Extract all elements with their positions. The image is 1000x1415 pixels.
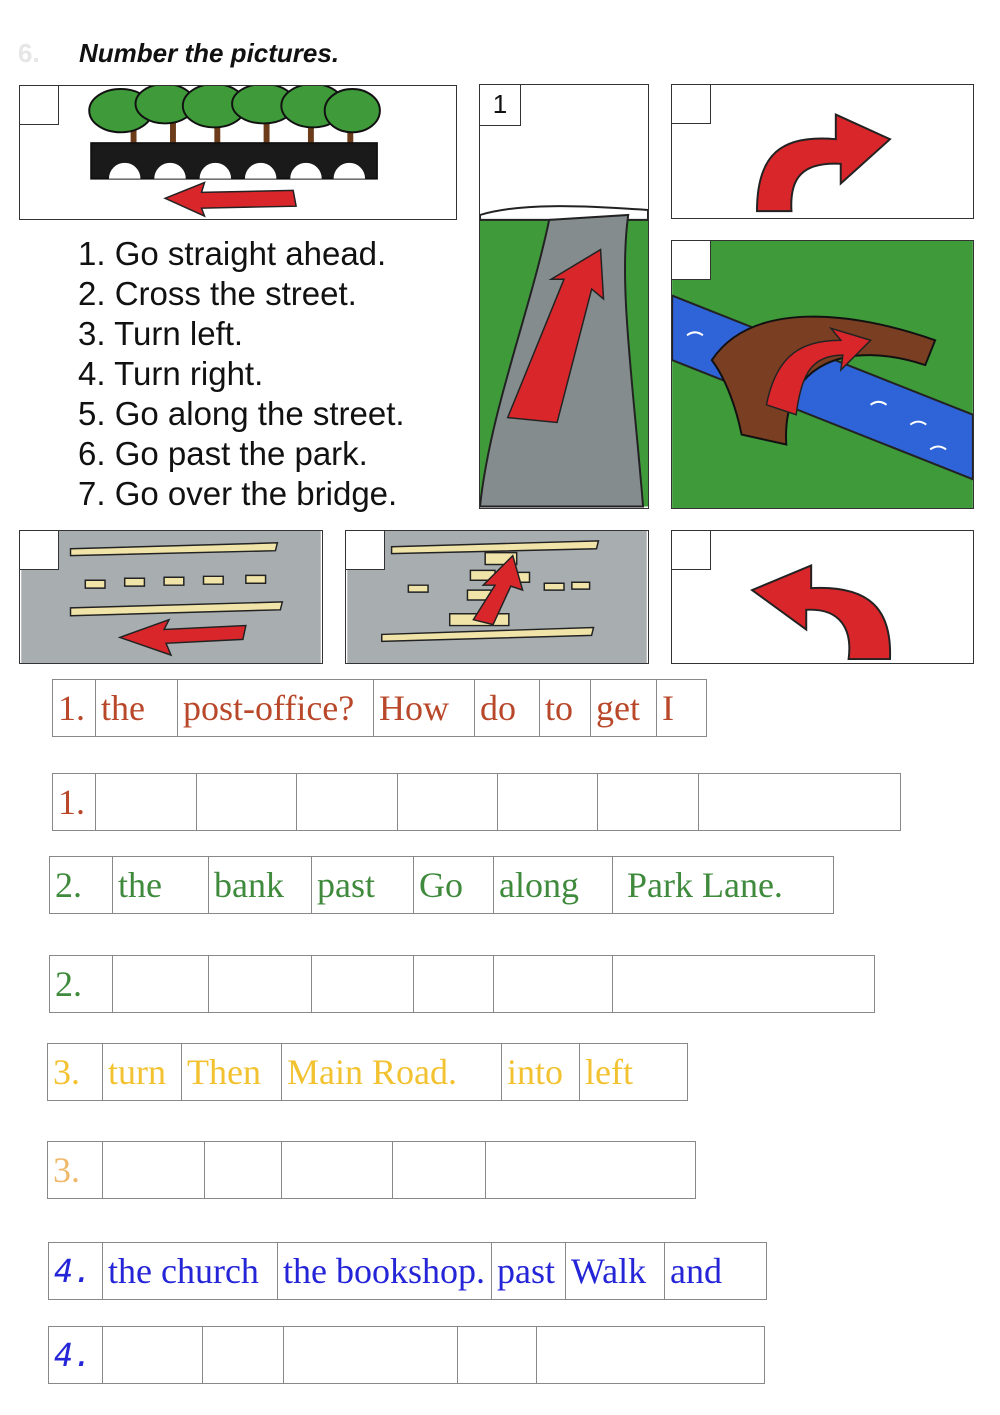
word-tile[interactable]: post-office? <box>177 679 374 737</box>
answer-slot[interactable] <box>283 1326 458 1384</box>
picture-go-over-bridge <box>671 240 974 509</box>
picture-go-straight-ahead <box>479 84 649 509</box>
sentence-3-number: 3. <box>47 1043 103 1101</box>
bridge-illustration <box>672 241 973 508</box>
word-tile[interactable]: the <box>95 679 178 737</box>
instruction-item: 3. Turn left. <box>78 315 244 352</box>
word-tile[interactable]: along <box>493 856 613 914</box>
word-tile[interactable]: turn <box>102 1043 182 1101</box>
answer-slot[interactable] <box>597 773 699 831</box>
instruction-item: 1. Go straight ahead. <box>78 235 387 272</box>
answer-slot[interactable] <box>413 955 494 1013</box>
answer-slot[interactable] <box>497 773 598 831</box>
word-tile[interactable]: Park Lane. <box>612 856 834 914</box>
sentence-2-words <box>49 856 834 914</box>
word-tile[interactable]: left <box>579 1043 688 1101</box>
word-tile[interactable]: How <box>373 679 475 737</box>
answer-slot[interactable] <box>457 1326 537 1384</box>
street-cross-illustration <box>346 531 648 663</box>
word-tile[interactable]: get <box>590 679 657 737</box>
sentence-1-number: 1. <box>52 679 96 737</box>
answer-slot[interactable] <box>311 955 414 1013</box>
sentence-3-answer <box>47 1141 696 1199</box>
answer-slot[interactable] <box>102 1141 205 1199</box>
sentence-1-words <box>52 679 707 737</box>
answer-row-label: 1. <box>52 773 96 831</box>
sentence-4-answer <box>48 1326 765 1384</box>
park-fence <box>91 143 377 178</box>
answer-slot[interactable] <box>392 1141 486 1199</box>
word-tile[interactable]: to <box>539 679 591 737</box>
answer-slot[interactable] <box>204 1141 282 1199</box>
answer-slot[interactable] <box>485 1141 696 1199</box>
answer-slot[interactable] <box>493 955 613 1013</box>
word-tile[interactable]: past <box>311 856 414 914</box>
instruction-item: 2. Cross the street. <box>78 275 357 312</box>
instruction-item: 6. Go past the park. <box>78 435 368 472</box>
answer-slot[interactable] <box>208 955 312 1013</box>
turn-right-illustration <box>672 85 973 218</box>
arrow-curve-right <box>757 115 890 212</box>
answer-slot[interactable] <box>296 773 398 831</box>
street-along-illustration <box>20 531 322 663</box>
answer-slot[interactable] <box>698 773 901 831</box>
word-tile[interactable]: past <box>491 1242 566 1300</box>
word-tile[interactable]: Go <box>413 856 494 914</box>
sentence-1-answer <box>52 773 901 831</box>
answer-slot[interactable] <box>202 1326 284 1384</box>
sentence-2-number: 2. <box>49 856 113 914</box>
answer-box-along-street[interactable] <box>19 530 59 570</box>
word-tile[interactable]: and <box>664 1242 767 1300</box>
word-tile[interactable]: the bookshop. <box>277 1242 492 1300</box>
answer-slot[interactable] <box>281 1141 393 1199</box>
answer-box-turn-left[interactable] <box>671 530 711 570</box>
word-tile[interactable]: I <box>656 679 707 737</box>
word-tile[interactable]: bank <box>208 856 312 914</box>
answer-slot[interactable] <box>397 773 498 831</box>
word-tile[interactable]: Main Road. <box>281 1043 502 1101</box>
word-tile[interactable]: do <box>474 679 540 737</box>
answer-row-label: 4. <box>48 1326 103 1384</box>
picture-cross-street <box>345 530 649 664</box>
word-tile[interactable]: Then <box>181 1043 282 1101</box>
answer-slot[interactable] <box>196 773 297 831</box>
answer-slot[interactable] <box>612 955 875 1013</box>
word-tile[interactable]: into <box>501 1043 580 1101</box>
straight-road-illustration <box>480 85 648 508</box>
sentence-4-number: 4. <box>48 1242 103 1300</box>
word-tile[interactable]: Walk <box>565 1242 665 1300</box>
sentence-2-answer <box>49 955 875 1013</box>
instruction-item: 7. Go over the bridge. <box>78 475 398 512</box>
answer-slot[interactable] <box>536 1326 765 1384</box>
answer-slot[interactable] <box>112 955 209 1013</box>
turn-left-illustration <box>672 531 973 663</box>
sentence-4-words <box>48 1242 767 1300</box>
sentence-3-words <box>47 1043 688 1101</box>
picture-go-past-park <box>19 85 457 220</box>
arrow-curve-left <box>752 565 890 659</box>
park-illustration <box>20 86 456 219</box>
answer-box-bridge[interactable] <box>671 240 711 280</box>
answer-box-straight[interactable]: 1 <box>479 84 521 126</box>
answer-box-cross-street[interactable] <box>345 530 385 570</box>
answer-slot[interactable] <box>102 1326 203 1384</box>
answer-slot[interactable] <box>95 773 197 831</box>
park-trees <box>89 86 380 150</box>
instruction-item: 5. Go along the street. <box>78 395 405 432</box>
exercise-number: 6. <box>18 38 40 68</box>
instruction-item: 4. Turn right. <box>78 355 264 392</box>
answer-row-label: 3. <box>47 1141 103 1199</box>
exercise-title: Number the pictures. <box>79 38 340 68</box>
answer-box-turn-right[interactable] <box>671 84 711 124</box>
picture-go-along-street <box>19 530 323 664</box>
word-tile[interactable]: the <box>112 856 209 914</box>
picture-turn-right <box>671 84 974 219</box>
word-tile[interactable]: the church <box>102 1242 278 1300</box>
answer-box-park[interactable] <box>19 85 59 125</box>
answer-row-label: 2. <box>49 955 113 1013</box>
picture-turn-left <box>671 530 974 664</box>
instructions-list <box>78 234 405 514</box>
arrow-left <box>165 183 296 216</box>
